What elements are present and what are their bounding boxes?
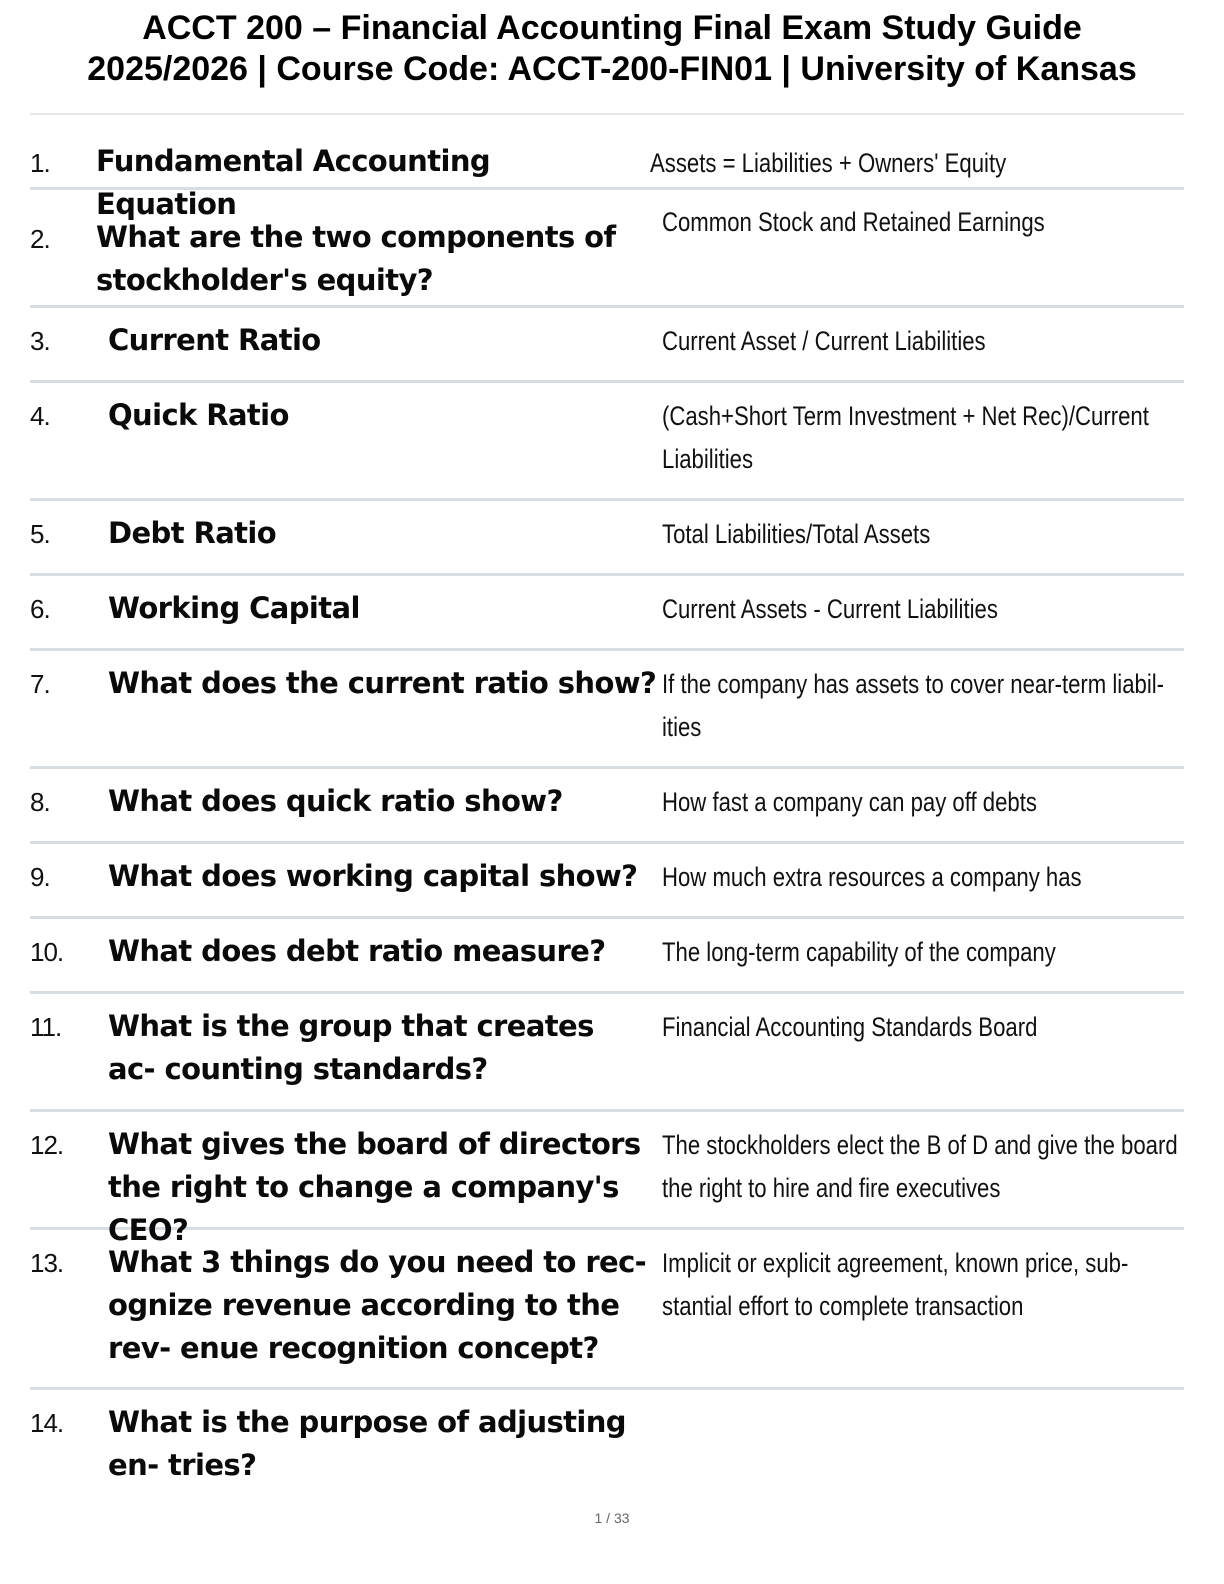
item-number: 1. (30, 148, 50, 178)
list-item (30, 1230, 1184, 1390)
list-item (30, 994, 1184, 1112)
item-term: What does working capital show? (108, 859, 638, 893)
item-number: 11. (30, 1012, 62, 1042)
item-term: What does debt ratio measure? (108, 934, 606, 968)
item-number: 5. (30, 519, 50, 549)
list-item (30, 308, 1184, 383)
item-definition: The long-term capability of the company (662, 937, 1056, 967)
document-title (0, 8, 1224, 90)
item-term: Fundamental Accounting Equation (96, 144, 491, 221)
item-number: 12. (30, 1130, 64, 1160)
item-term: What 3 things do you need to rec- ognize revenue according to the rev- enue recognition concept? (108, 1245, 647, 1365)
item-definition: Financial Accounting Standards Board (662, 1012, 1038, 1042)
item-number: 9. (30, 862, 50, 892)
item-number: 7. (30, 669, 50, 699)
item-number: 3. (30, 326, 50, 356)
item-definition: Current Asset / Current Liabilities (662, 326, 986, 356)
title-line-1: ACCT 200 – Financial Accounting Final Exam Study Guide (142, 9, 1082, 47)
item-term: Debt Ratio (108, 516, 277, 550)
list-item (30, 919, 1184, 994)
item-number: 2. (30, 224, 50, 254)
item-term: What is the group that creates ac- counting standards? (108, 1009, 594, 1086)
item-definition: Common Stock and Retained Earnings (662, 207, 1045, 237)
item-definition: Assets = Liabilities + Owners' Equity (650, 148, 1007, 178)
list-item (30, 140, 1184, 221)
list-item (30, 1390, 1184, 1500)
item-definition: Implicit or explicit agreement, known price, sub- stantial effort to complete transaction (662, 1248, 1129, 1321)
item-definition: (Cash+Short Term Investment + Net Rec)/Current Liabilities (662, 401, 1149, 474)
item-number: 13. (30, 1248, 64, 1278)
item-number: 14. (30, 1408, 64, 1438)
item-number: 10. (30, 937, 64, 967)
list-item (30, 844, 1184, 919)
list-item (30, 651, 1184, 769)
item-number: 8. (30, 787, 50, 817)
item-definition: If the company has assets to cover near-term liabil- ities (662, 669, 1165, 742)
item-term: What is the purpose of adjusting en- tries? (108, 1405, 626, 1482)
list-item (30, 383, 1184, 501)
item-term: What gives the board of directors the right to change a company's CEO? (108, 1127, 641, 1247)
item-definition: How much extra resources a company has (662, 862, 1082, 892)
list-item (30, 501, 1184, 576)
list-item (30, 1112, 1184, 1247)
item-term: What does the current ratio show? (108, 666, 657, 700)
page-indicator: 1 / 33 (594, 1510, 630, 1526)
list-item (30, 576, 1184, 651)
item-number: 4. (30, 401, 50, 431)
item-definition: Total Liabilities/Total Assets (662, 519, 931, 549)
title-divider (30, 113, 1184, 115)
item-number: 6. (30, 594, 50, 624)
list-item (30, 769, 1184, 844)
item-term: Current Ratio (108, 323, 321, 357)
item-term: What are the two components of stockholder's equity? (96, 220, 616, 297)
item-term: Working Capital (108, 591, 360, 625)
item-term: Quick Ratio (108, 398, 289, 432)
item-definition: How fast a company can pay off debts (662, 787, 1037, 817)
title-line-2: 2025/2026 | Course Code: ACCT-200-FIN01 | University of Kansas (87, 50, 1137, 88)
item-definition: The stockholders elect the B of D and give the board the right to hire and fire executives (662, 1130, 1178, 1203)
list-item (30, 190, 1184, 308)
item-term: What does quick ratio show? (108, 784, 563, 818)
item-definition: Current Assets - Current Liabilities (662, 594, 998, 624)
